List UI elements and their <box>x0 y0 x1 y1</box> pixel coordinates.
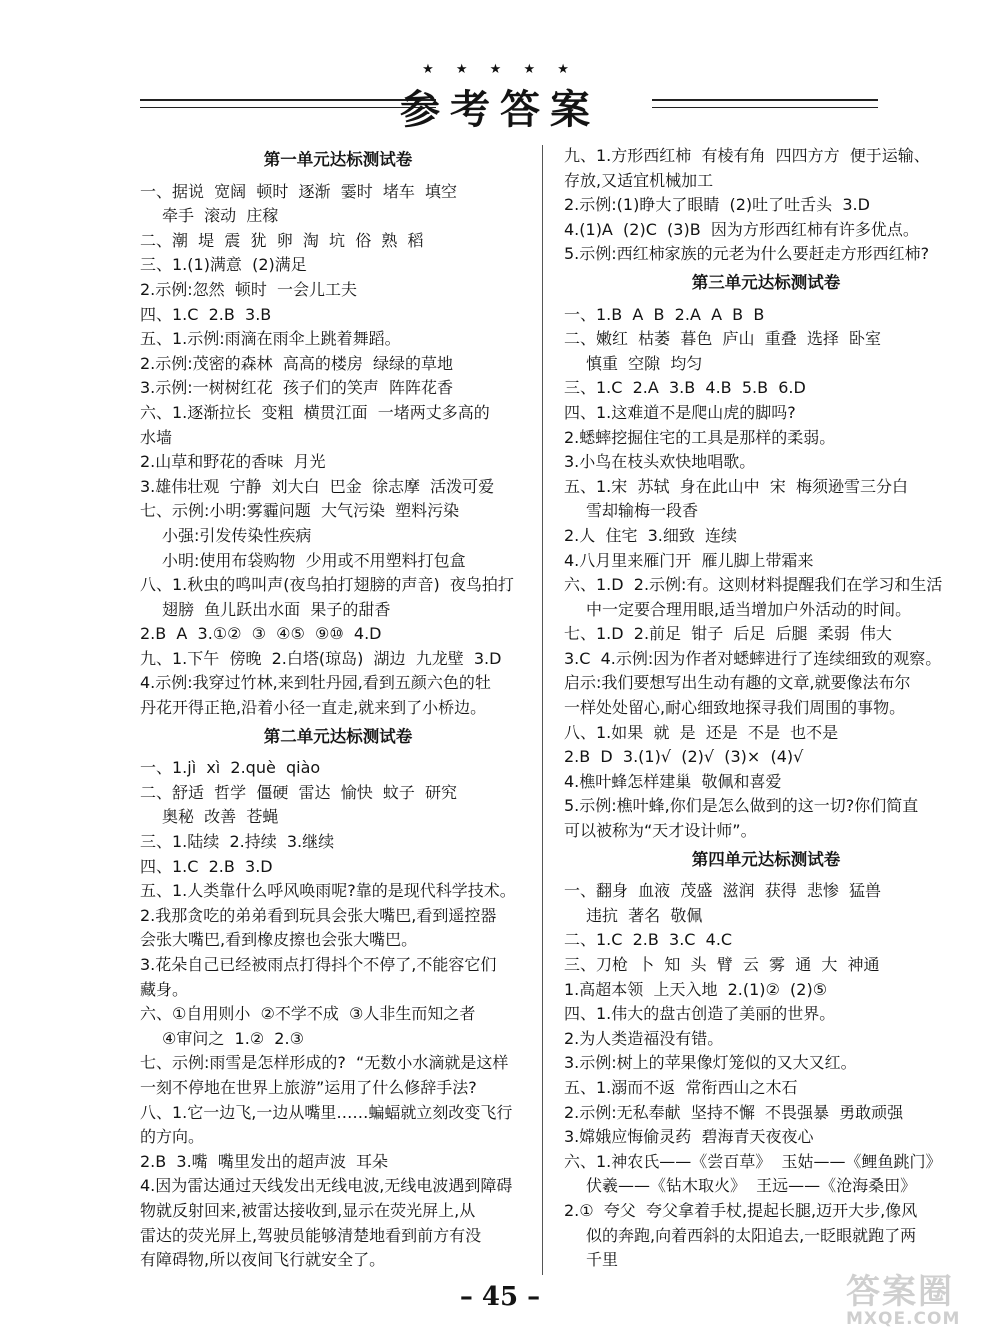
answer-line: 二、嫩红 枯萎 暮色 庐山 重叠 选择 卧室 <box>564 329 882 349</box>
answer-line: 八、1.如果 就 是 还是 不是 也不是 <box>564 722 839 742</box>
answer-line: 3.示例:一树树红花 孩子们的笑声 阵阵花香 <box>140 378 454 398</box>
answer-line: 2.B A 3.①② ③ ④⑤ ⑨⑩ 4.D <box>140 624 382 644</box>
page-header <box>0 0 1000 140</box>
answer-line: 会张大嘴巴,看到橡皮擦也会张大嘴巴。 <box>140 930 418 950</box>
answer-line: 七、示例:雨雪是怎样形成的? “无数小水滴就是这样 <box>140 1053 509 1073</box>
answer-section <box>140 725 536 1273</box>
answer-line: 二、潮 堤 震 犹 卵 淘 坑 俗 熟 稻 <box>140 230 424 250</box>
answer-line: 2.示例:忽然 顿时 一会儿工夫 <box>140 279 358 299</box>
answer-line: 3.示例:树上的苹果像灯笼似的又大又红。 <box>564 1053 857 1073</box>
answer-line: 牵手 滚动 庄稼 <box>162 206 279 226</box>
answer-line: 2.① 夸父 夸父拿着手杖,提起长腿,迈开大步,像风 <box>564 1200 918 1220</box>
answer-section <box>564 271 968 844</box>
answer-line: 三、1.(1)满意 (2)满足 <box>140 255 307 275</box>
answer-line: 2.B 3.嘴 嘴里发出的超声波 耳朵 <box>140 1151 389 1171</box>
answer-line: 一、据说 宽阔 顿时 逐渐 霎时 堵车 填空 <box>140 181 458 201</box>
answer-line: 五、1.示例:雨滴在雨伞上跳着舞蹈。 <box>140 329 401 349</box>
answer-line: 2.山草和野花的香味 月光 <box>140 452 326 472</box>
answer-line: 奥秘 改善 苍蝇 <box>162 807 279 827</box>
answer-line: 九、1.方形西红柿 有棱有角 四四方方 便于运输、 <box>564 146 930 165</box>
answer-line: 千里 <box>586 1250 619 1270</box>
answer-line: 2.示例:(1)睁大了眼睛 (2)吐了吐舌头 3.D <box>564 195 870 215</box>
answer-line: 丹花开得正艳,沿着小径一直走,就来到了小桥边。 <box>140 698 487 718</box>
answer-section <box>564 848 968 1273</box>
answer-line: 四、1.伟大的盘古创造了美丽的世界。 <box>564 1004 836 1024</box>
answer-line: 三、刀枪 卜 知 头 臂 云 雾 通 大 神通 <box>564 955 880 974</box>
answer-line: 3.嫦娥应悔偷灵药 碧海青天夜夜心 <box>564 1127 814 1147</box>
answer-line: 3.花朵自己已经被雨点打得抖个不停了,不能容它们 <box>140 955 497 974</box>
left-column <box>140 144 536 1273</box>
answer-line: 有障碍物,所以夜间飞行就安全了。 <box>140 1250 386 1270</box>
answer-line: 五、1.宋 苏轼 身在此山中 宋 梅须逊雪三分白 <box>564 476 908 496</box>
page-number: – 45 – <box>459 1282 541 1312</box>
answer-line: 2.蟋蟀挖掘住宅的工具是那样的柔弱。 <box>564 427 836 447</box>
answer-line: 一、1.jì xì 2.què qiào <box>140 758 321 778</box>
page-title: 参考答案 <box>400 87 600 133</box>
answer-line: 4.因为雷达通过天线发出无线电波,无线电波遇到障碍 <box>140 1176 513 1196</box>
answer-line: 七、1.D 2.前足 钳子 后足 后腿 柔弱 伟大 <box>564 624 892 644</box>
answer-line: 4.八月里来雁门开 雁儿脚上带霜来 <box>564 550 814 570</box>
answer-line: 五、1.人类靠什么呼风唤雨呢?靠的是现代科学技术。 <box>140 881 516 901</box>
watermark-logo <box>846 1264 996 1340</box>
answer-line: 3.小鸟在枝头欢快地唱歌。 <box>564 452 756 472</box>
answer-line: 2.示例:茂密的森林 高高的楼房 绿绿的草地 <box>140 353 454 373</box>
answer-line: 5.示例:樵叶蜂,你们是怎么做到的这一切?你们简直 <box>564 796 919 816</box>
watermark-bottom: MXQE.COM <box>846 1309 961 1329</box>
answer-line: 六、①自用则小 ②不学不成 ③人非生而知之者 <box>140 1004 476 1024</box>
answer-line: 三、1.C 2.A 3.B 4.B 5.B 6.D <box>564 378 806 398</box>
right-column <box>564 144 968 1273</box>
answer-line: 4.(1)A (2)C (3)B 因为方形西红柿有许多优点。 <box>564 219 919 239</box>
answer-line: 四、1.C 2.B 3.B <box>140 304 272 324</box>
answer-section <box>564 144 968 267</box>
answer-section <box>140 148 536 721</box>
answer-line: 三、1.陆续 2.持续 3.继续 <box>140 832 335 852</box>
answer-line: 一、翻身 血液 茂盛 滋润 获得 悲惨 猛兽 <box>564 881 882 901</box>
answer-line: 3.雄伟壮观 宁静 刘大白 巴金 徐志摩 活泼可爱 <box>140 476 495 496</box>
answer-line: 启示:我们要想写出生动有趣的文章,就要像法布尔 <box>564 673 911 693</box>
answer-line: 二、1.C 2.B 3.C 4.C <box>564 930 733 950</box>
answer-line: 2.为人类造福没有错。 <box>564 1028 724 1048</box>
answer-line: 六、1.逐渐拉长 变粗 横贯江面 一堵两丈多高的 <box>140 402 490 422</box>
column-divider <box>542 145 543 1275</box>
answer-line: 物就反射回来,被雷达接收到,显示在荧光屏上,从 <box>140 1200 476 1220</box>
answer-line: 六、1.神农氏——《尝百草》 玉姑——《鲤鱼跳门》 <box>564 1151 942 1171</box>
answer-line: 小明:使用布袋购物 少用或不用塑料打包盒 <box>162 550 466 570</box>
answer-line: 雷达的荧光屏上,驾驶员能够清楚地看到前方有没 <box>140 1225 482 1245</box>
answer-line: 四、1.C 2.B 3.D <box>140 856 273 876</box>
answer-line: 2.我那贪吃的弟弟看到玩具会张大嘴巴,看到遥控器 <box>140 905 497 925</box>
answer-line: 存放,又适宜机械加工 <box>564 170 714 190</box>
answer-line: 慎重 空隙 均匀 <box>586 353 703 373</box>
answer-line: 4.示例:我穿过竹林,来到牡丹园,看到五颜六色的牡 <box>140 673 491 693</box>
section-title: 第二单元达标测试卷 <box>263 726 413 746</box>
answer-line: 5.示例:西红柿家族的元老为什么要赶走方形西红柿? <box>564 244 930 264</box>
answer-line: 2.B D 3.(1)√ (2)√ (3)× (4)√ <box>564 747 804 767</box>
answer-line: 一刻不停地在世界上旅游”运用了什么修辞手法? <box>140 1077 477 1097</box>
answer-line: 1.高超本领 上天入地 2.(1)② (2)⑤ <box>564 979 828 999</box>
answer-line: 3.C 4.示例:因为作者对蟋蟀进行了连续细致的观察。 <box>564 648 942 668</box>
answer-line: ④审问之 1.② 2.③ <box>162 1028 304 1048</box>
answer-line: 一样处处留心,耐心细致地探寻我们周围的事物。 <box>564 698 906 718</box>
answer-line: 翅膀 鱼儿跃出水面 果子的甜香 <box>162 599 391 619</box>
answer-line: 八、1.它一边飞,一边从嘴里……蝙蝠就立刻改变飞行 <box>140 1102 513 1122</box>
answer-line: 四、1.这难道不是爬山虎的脚吗? <box>564 402 796 422</box>
section-title: 第三单元达标测试卷 <box>691 272 841 292</box>
answer-line: 雪却输梅一段香 <box>586 501 699 521</box>
answer-line: 五、1.溺而不返 常衔西山之木石 <box>564 1077 798 1097</box>
answer-line: 似的奔跑,向着西斜的太阳追去,一眨眼就跑了两 <box>586 1225 917 1245</box>
answer-line: 七、示例:小明:雾霾问题 大气污染 塑料污染 <box>140 501 460 521</box>
title-stars: ★ ★ ★ ★ ★ <box>422 62 578 77</box>
answer-line: 2.人 住宅 3.细致 连续 <box>564 525 738 545</box>
watermark-top: 答案圈 <box>846 1272 954 1312</box>
answer-line: 二、舒适 哲学 僵硬 雷达 愉快 蚊子 研究 <box>140 782 458 802</box>
answer-line: 可以被称为“天才设计师”。 <box>564 821 757 841</box>
answer-line: 伏羲——《钻木取火》 王远——《沧海桑田》 <box>586 1176 917 1196</box>
answer-line: 一、1.B A B 2.A A B B <box>564 304 765 324</box>
answer-line: 违抗 著名 敬佩 <box>586 905 703 925</box>
section-title: 第四单元达标测试卷 <box>691 849 841 869</box>
answer-line: 2.示例:无私奉献 坚持不懈 不畏强暴 勇敢顽强 <box>564 1102 904 1122</box>
answer-line: 的方向。 <box>140 1127 205 1147</box>
answer-line: 小强:引发传染性疾病 <box>162 525 312 545</box>
answer-line: 六、1.D 2.示例:有。这则材料提醒我们在学习和生活 <box>564 575 943 595</box>
answer-line: 藏身。 <box>140 979 189 999</box>
answer-line: 中一定要合理用眼,适当增加户外活动的时间。 <box>586 599 912 619</box>
answer-line: 九、1.下午 傍晚 2.白塔(琼岛) 湖边 九龙壁 3.D <box>140 648 502 668</box>
answer-line: 4.樵叶蜂怎样建巢 敬佩和喜爱 <box>564 771 782 791</box>
answer-line: 八、1.秋虫的鸣叫声(夜鸟拍打翅膀的声音) 夜鸟拍打 <box>140 575 514 595</box>
section-title: 第一单元达标测试卷 <box>263 150 413 169</box>
answer-line: 水墙 <box>140 427 173 447</box>
